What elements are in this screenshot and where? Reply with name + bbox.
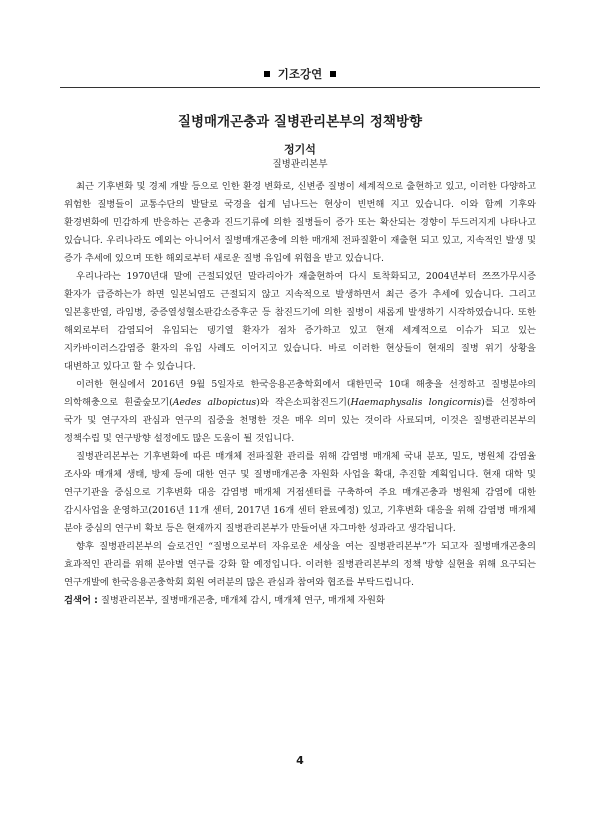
header-rule bbox=[60, 87, 540, 88]
page-title: 질병매개곤충과 질병관리본부의 정책방향 bbox=[177, 114, 423, 130]
square-bullet-icon bbox=[264, 71, 270, 77]
keywords-label: 검색어 : bbox=[64, 595, 98, 606]
paragraph-3-part-2: )와 작은소피참진드기( bbox=[256, 397, 351, 408]
author-affiliation: 질병관리본부 bbox=[272, 159, 328, 170]
paragraph-3-part-3: )를 선정하여 국가 및 연구자의 관심과 연구의 집중을 천명한 것은 매우 의미 있는 것이라 사료되며, 이것은 질병관리본부의 정책수립 및 연구방향 설정에도 많은 도움이 될 것입니다. bbox=[64, 397, 536, 444]
keywords-line bbox=[64, 592, 536, 610]
keywords-text: 질병관리본부, 질병매개곤충, 매개체 감시, 매개체 연구, 매개체 자원화 bbox=[100, 595, 385, 606]
page-number: 4 bbox=[296, 754, 304, 767]
section-label: 기조강연 bbox=[277, 67, 323, 81]
paragraph-4: 질병관리본부는 기후변화에 따른 매개체 전파질환 관리를 위해 감염병 매개체 국내 분포, 밀도, 병원체 감염율 조사와 매개체 생태, 방제 등에 대한 연구 및 질병매개곤충 자원화 사업을 확대, 추진할 계획입니다. 현재 대학 및 연구기관을 중심으로 기후변화 대응 감염병 매개체 거점센터를 구축하여 주요 매개곤충과 병원체 감염에 대한 감시사업을 운영하고(2016년 11개 센터, 2017년 16개 센터 완료예정) 있고, 기후변화 대응을 위해 감염병 매개체 분야 중심의 연구비 확보 등은 현재까지 질병관리본부가 만들어낸 자그마한 성과라고 생각됩니다. bbox=[64, 451, 536, 534]
section-header bbox=[0, 66, 600, 82]
abstract-body bbox=[64, 178, 536, 610]
paragraph-3-part-1: 이러한 현실에서 2016년 9월 5일자로 한국응용곤충학회에서 대한민국 10대 해충을 선정하고 질병분야의 의학해충으로 흰줄숲모기( bbox=[64, 379, 536, 408]
square-bullet-icon bbox=[330, 71, 336, 77]
paragraph-5: 향후 질병관리본부의 슬로건인 “질병으로부터 자유로운 세상을 여는 질병관리본부”가 되고자 질병매개곤충의 효과적인 관리를 위해 분야별 연구를 강화 할 예정입니다. 이러한 질병관리본부의 정책 방향 실현을 위해 요구되는 연구개발에 한국응용곤충학회 회원 여러분의 많은 관심과 참여와 협조를 부탁드립니다. bbox=[64, 541, 536, 588]
author-name: 정기석 bbox=[284, 143, 316, 156]
paragraph-3 bbox=[64, 376, 536, 448]
species-name-haemaphysalis: Haemaphysalis longicornis bbox=[350, 397, 482, 408]
paragraph-1: 최근 기후변화 및 경제 개발 등으로 인한 환경 변화로, 신변종 질병이 세계적으로 출현하고 있고, 이러한 다양하고 위험한 질병들이 교통수단의 발달로 국경을 쉽게 넘나드는 현상이 빈번해 지고 있습니다. 이와 함께 기후와 환경변화에 민감하게 반응하는 곤충과 진드기류에 의한 질병들이 증가 또는 확산되는 경향이 두드러지게 나타나고 있습니다. 우리나라도 예외는 아니어서 질병매개곤충에 의한 매개체 전파질환이 재출현 되고 있고, 지속적인 발생 및 증가 추세에 있으며 또한 해외로부터 새로운 질병 유입에 위협을 받고 있습니다. bbox=[64, 181, 536, 264]
species-name-aedes: Aedes albopictus bbox=[172, 397, 257, 408]
paragraph-2: 우리나라는 1970년대 말에 근절되었던 말라리아가 재출현하여 다시 토착화되고, 2004년부터 쯔쯔가무시증 환자가 급증하는가 하면 일본뇌염도 근절되지 않고 지속적으로 발생하면서 최근 증가 추세에 있습니다. 그리고 일본홍반열, 라임병, 중증열성혈소판감소증후군 등 참진드기에 의한 질병이 새롭게 발생하기 시작하였습니다. 또한 해외로부터 감염되어 유입되는 뎅기열 환자가 점차 증가하고 있고 현재 세계적으로 이슈가 되고 있는 지카바이러스감염증 환자의 유입 사례도 이어지고 있습니다. 바로 이러한 현상들이 현재의 질병 위기 상황을 대변하고 있다고 할 수 있습니다. bbox=[64, 271, 536, 372]
